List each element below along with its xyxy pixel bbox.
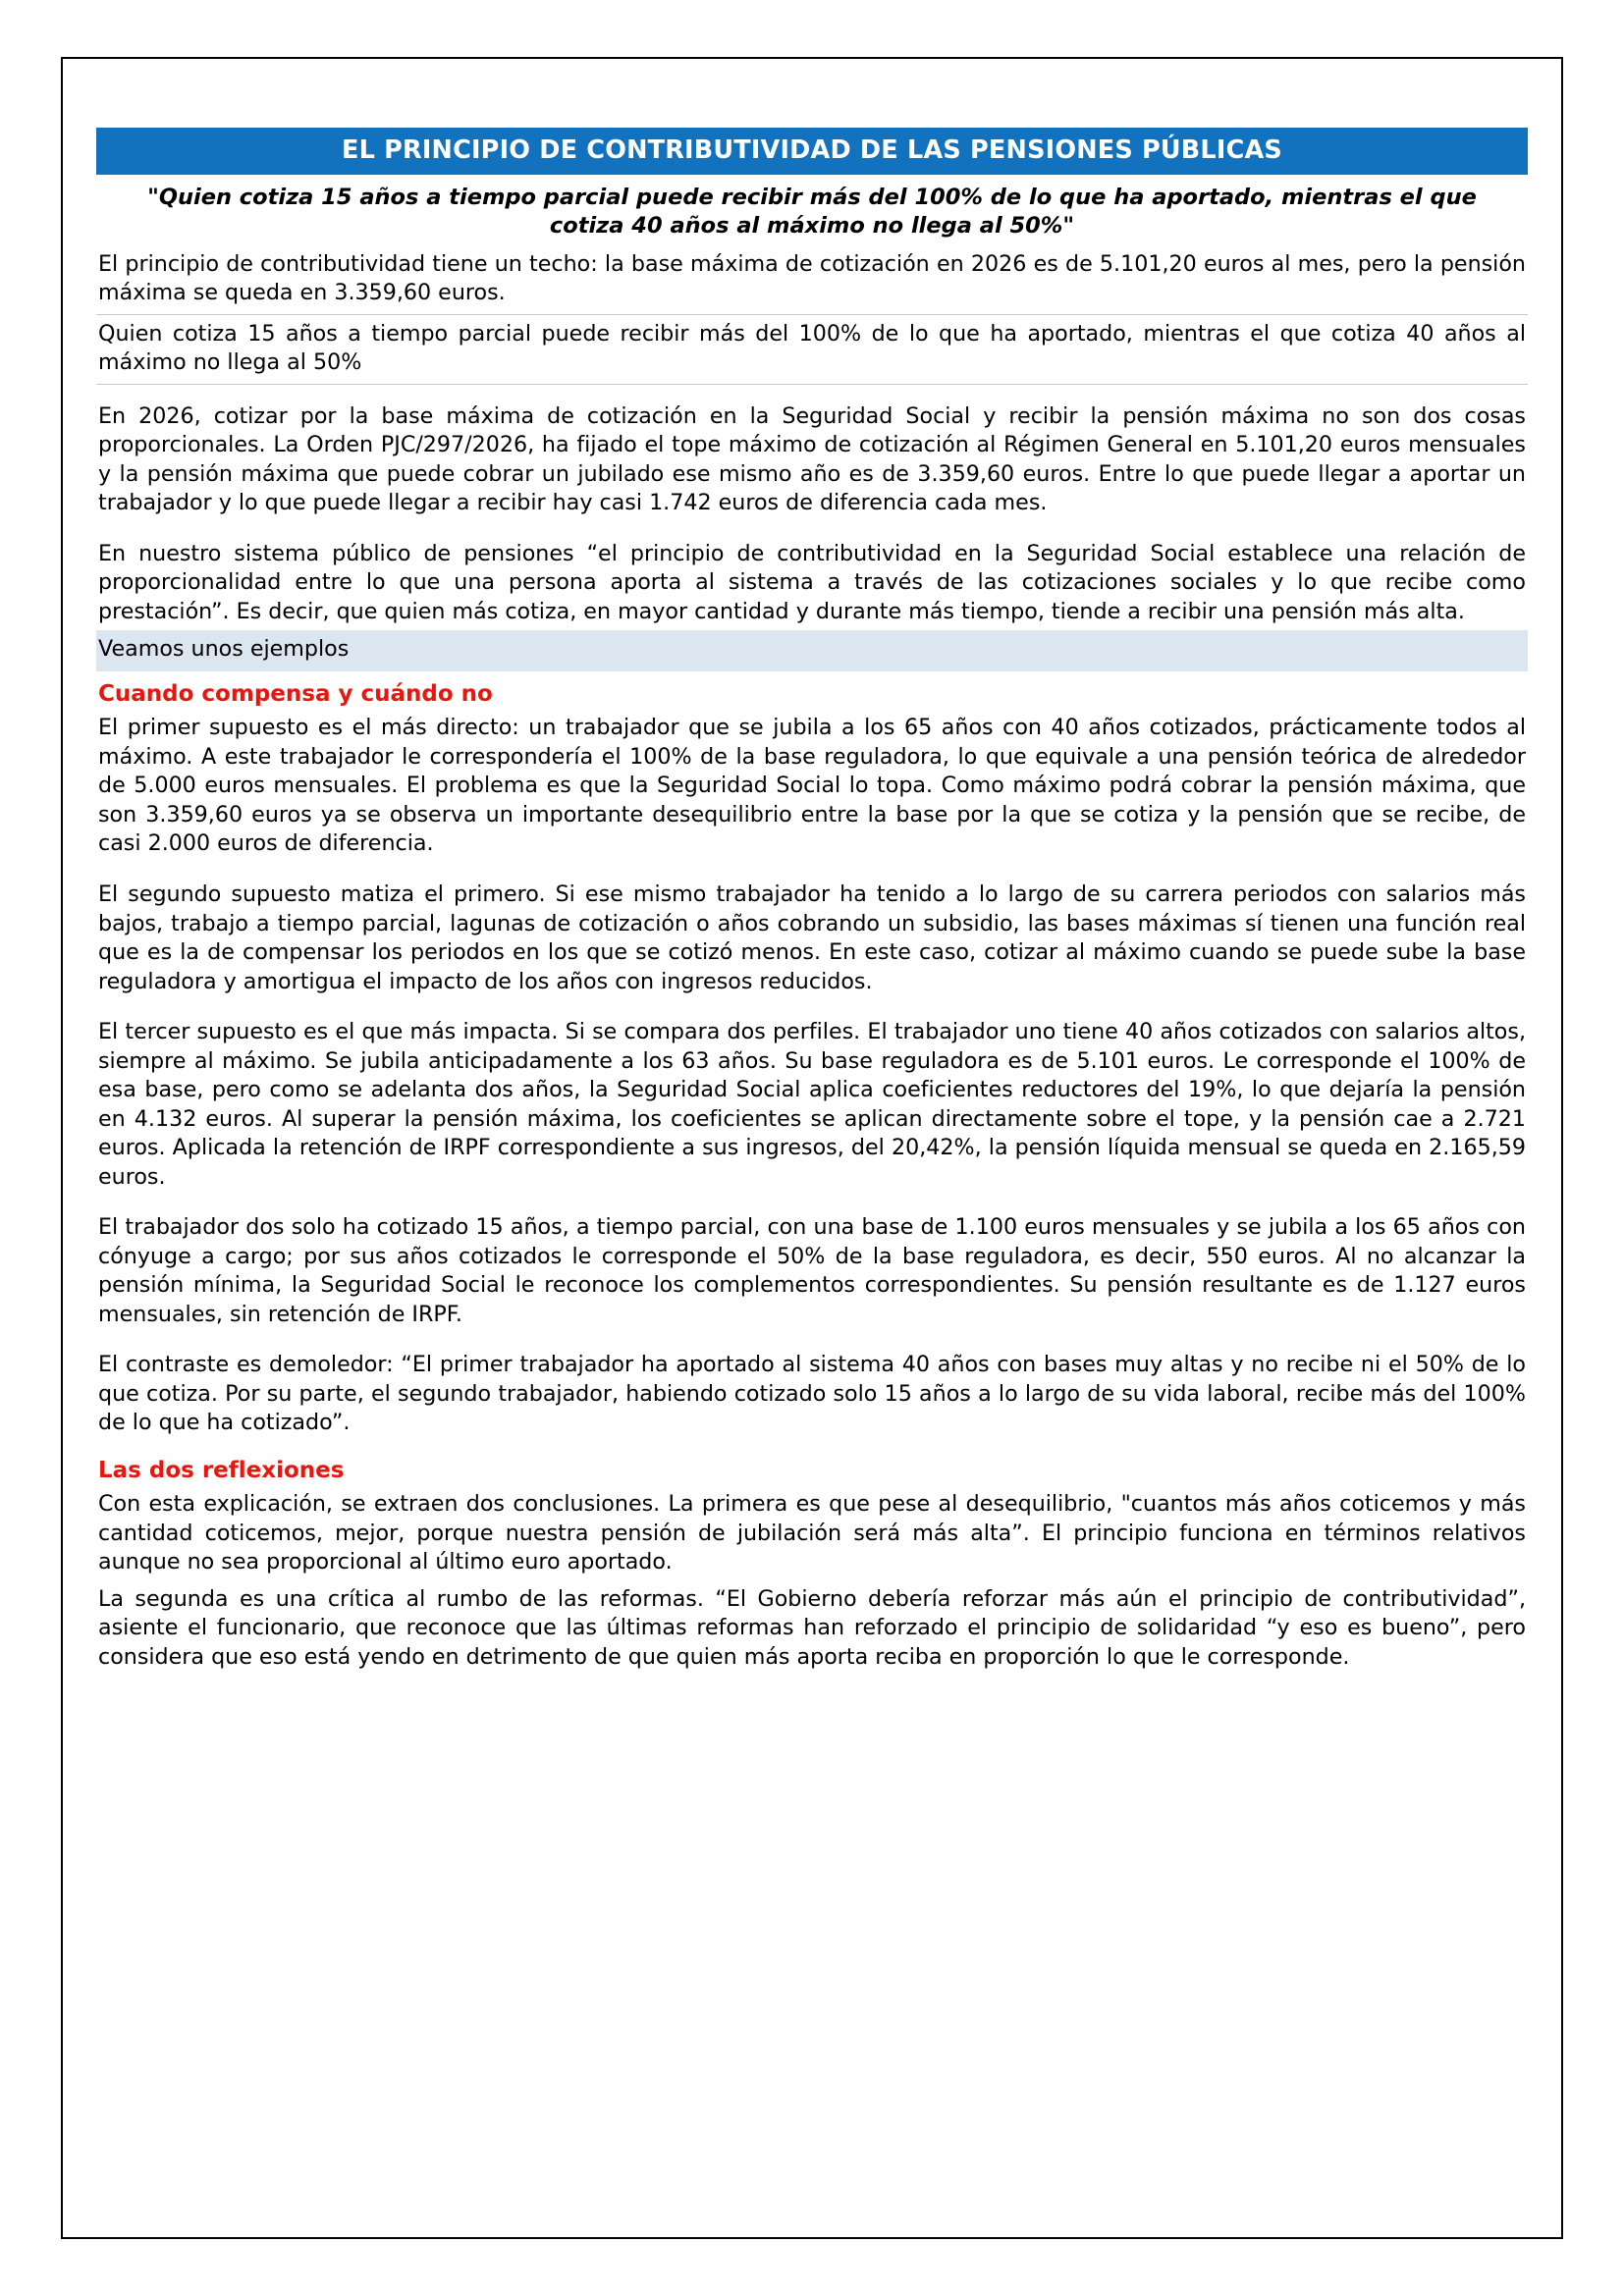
- highlight-note: Veamos unos ejemplos: [96, 630, 1528, 671]
- section-2-paragraph-2: La segunda es una crítica al rumbo de las reformas. “El Gobierno debería reforzar más aún el principio de contributividad”, asiente el funcionario, que reconoce que las últimas reformas han reforzado el principio de solidaridad “y eso es bueno”, pero considera que eso está yendo en detrimento de que quien más aporta reciba en proporción lo que le corresponde.: [98, 1585, 1526, 1670]
- section-1-paragraph-5: El contraste es demoledor: “El primer trabajador ha aportado al sistema 40 años con bases muy altas y no recibe ni el 50% de lo que cotiza. Por su parte, el segundo trabajador, habiendo cotizado solo 15 años a lo largo de su vida laboral, recibe más del 100% de lo que ha cotizado”.: [98, 1352, 1526, 1436]
- section-1-paragraph-4: El trabajador dos solo ha cotizado 15 años, a tiempo parcial, con una base de 1.100 euros mensuales y se jubila a los 65 años con cónyuge a cargo; por sus años cotizados le corresponde el 50% de la base reguladora, es decir, 550 euros. Al no alcanzar la pensión mínima, la Seguridad Social le reconoce los complementos correspondientes. Su pensión resultante es de 1.127 euros mensuales, sin retención de IRPF.: [98, 1214, 1526, 1327]
- page-border-frame: [61, 57, 1563, 2239]
- document-body: [96, 246, 1528, 1677]
- document-title-banner: EL PRINCIPIO DE CONTRIBUTIVIDAD DE LAS PENSIONES PÚBLICAS: [96, 128, 1528, 175]
- paragraph-1: En 2026, cotizar por la base máxima de cotización en la Seguridad Social y recibir la pensión máxima no son dos cosas proporcionales. La Orden PJC/297/2026, ha fijado el tope máximo de cotización al Régimen General en 5.101,20 euros mensuales y la pensión máxima que puede cobrar un jubilado ese mismo año es de 3.359,60 euros. Entre lo que puede llegar a aportar un trabajador y lo que puede llegar a recibir hay casi 1.742 euros de diferencia cada mes.: [98, 402, 1526, 516]
- document-content: [84, 128, 1540, 1676]
- paragraph-2: En nuestro sistema público de pensiones “el principio de contributividad en la Seguridad Social establece una relación de proporcionalidad entre lo que una persona aporta al sistema a través de las cotizaciones sociales y lo que recibe como prestación”. Es decir, que quien más cotiza, en mayor cantidad y durante más tiempo, tiende a recibir una pensión más alta.: [98, 540, 1526, 624]
- section-heading-cuando-compensa: Cuando compensa y cuándo no: [98, 680, 493, 707]
- document-subtitle: "Quien cotiza 15 años a tiempo parcial puede recibir más del 100% de lo que ha aportado, mientras el que cotiza 40 años al máximo no llega al 50%": [147, 185, 1477, 239]
- section-heading-las-dos-reflexiones: Las dos reflexiones: [98, 1457, 345, 1483]
- section-1-paragraph-3: El tercer supuesto es el que más impacta. Si se compara dos perfiles. El trabajador uno tiene 40 años cotizados con salarios altos, siempre al máximo. Se jubila anticipadamente a los 63 años. Su base reguladora es de 5.101 euros. Le corresponde el 100% de esa base, pero como se adelanta dos años, la Seguridad Social aplica coeficientes reductores del 19%, lo que dejaría la pensión en 4.132 euros. Al superar la pensión máxima, los coeficientes se aplican directamente sobre el tope, y la pensión cae a 2.721 euros. Aplicada la retención de IRPF correspondiente a sus ingresos, del 20,42%, la pensión líquida mensual se queda en 2.165,59 euros.: [98, 1019, 1526, 1190]
- section-1-paragraph-1: El primer supuesto es el más directo: un trabajador que se jubila a los 65 años con 40 años cotizados, prácticamente todos al máximo. A este trabajador le correspondería el 100% de la base reguladora, lo que equivale a una pensión teórica de alrededor de 5.000 euros mensuales. El problema es que la Seguridad Social lo topa. Como máximo podrá cobrar la pensión máxima, que son 3.359,60 euros ya se observa un importante desequilibrio entre la base por la que se cotiza y la pensión que se recibe, de casi 2.000 euros de diferencia.: [98, 715, 1526, 857]
- section-1-paragraph-2: El segundo supuesto matiza el primero. Si ese mismo trabajador ha tenido a lo largo de su carrera periodos con salarios más bajos, trabajo a tiempo parcial, lagunas de cotización o años cobrando un subsidio, las bases máximas sí tienen una función real que es la de compensar los periodos en los que se cotizó menos. En este caso, cotizar al máximo cuando se puede sube la base reguladora y amortigua el impacto de los años con ingresos reducidos.: [98, 881, 1526, 994]
- lead-paragraph-2: Quien cotiza 15 años a tiempo parcial puede recibir más del 100% de lo que ha aportado, mientras el que cotiza 40 años al máximo no llega al 50%: [96, 315, 1528, 385]
- lead-paragraph-1: El principio de contributividad tiene un techo: la base máxima de cotización en 2026 es de 5.101,20 euros al mes, pero la pensión máxima se queda en 3.359,60 euros.: [96, 246, 1528, 315]
- section-2-paragraph-1: Con esta explicación, se extraen dos conclusiones. La primera es que pese al desequilibrio, "cuantos más años coticemos y más cantidad coticemos, mejor, porque nuestra pensión de jubilación será más alta”. El principio funciona en términos relativos aunque no sea proporcional al último euro aportado.: [98, 1491, 1526, 1575]
